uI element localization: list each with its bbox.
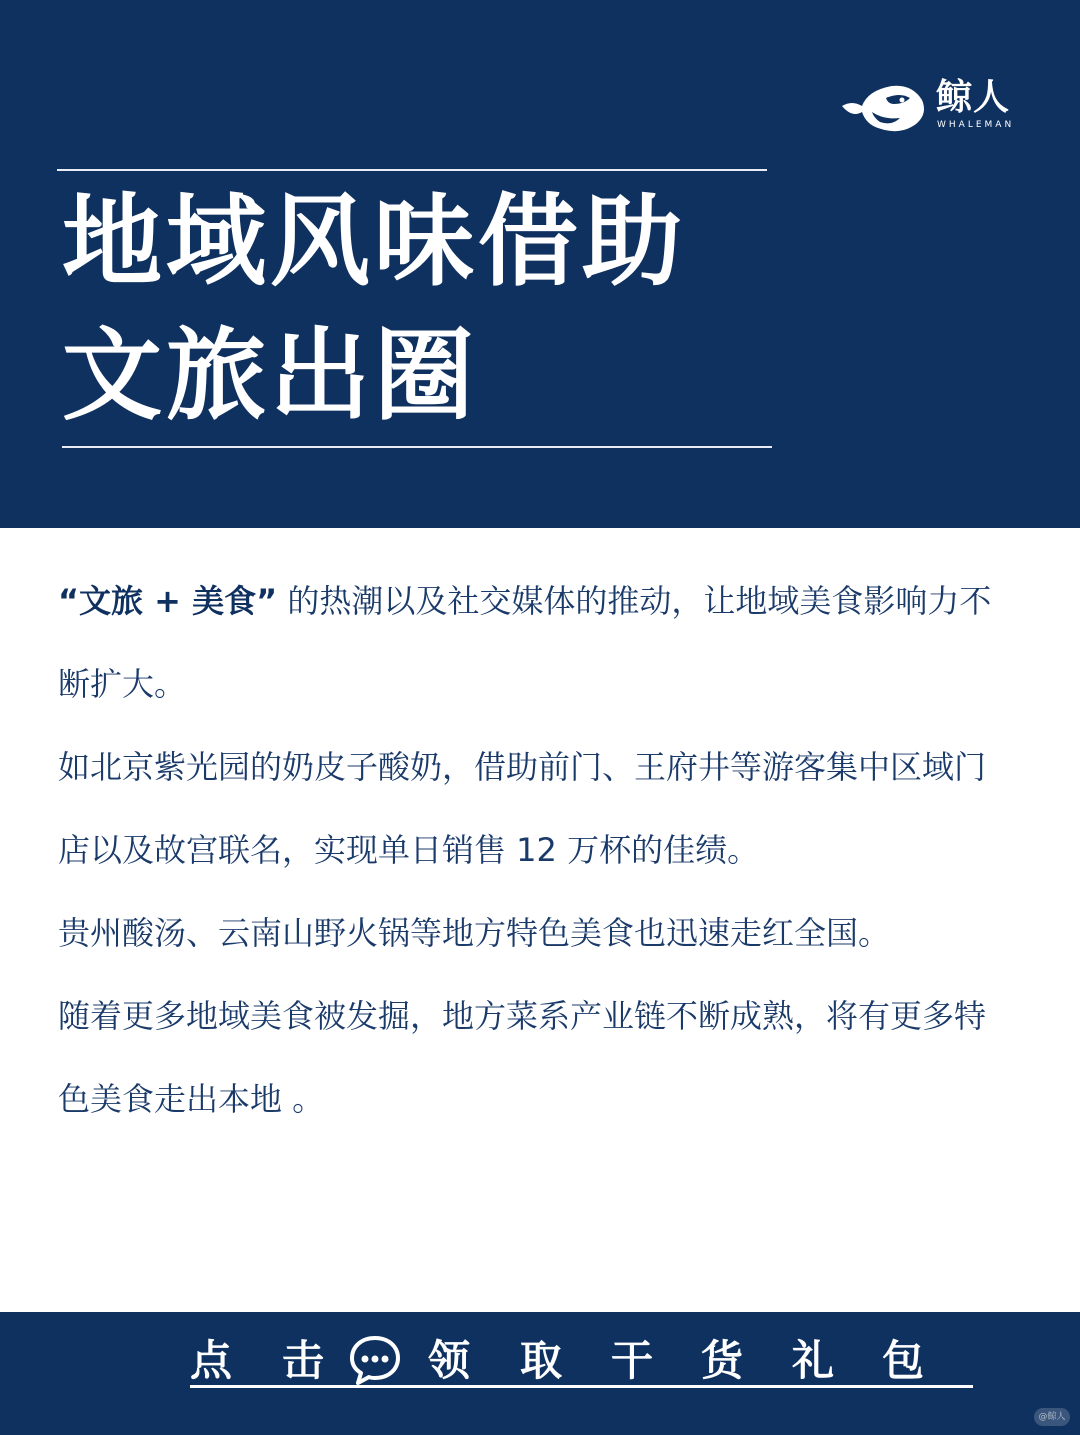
paragraph-3: 贵州酸汤、云南山野火锅等地方特色美食也迅速走红全国。	[58, 914, 891, 952]
footer-banner	[0, 1312, 1080, 1435]
cta-char: 点	[190, 1336, 233, 1385]
header-banner	[0, 0, 1080, 528]
title-line-2: 文旅出圈	[62, 317, 478, 434]
cta-char: 包	[882, 1336, 925, 1385]
title-line-1: 地域风味借助	[62, 183, 686, 300]
article-body	[58, 560, 1008, 1141]
logo-text-en: WHALEMAN	[937, 120, 1015, 130]
whale-icon	[838, 78, 934, 138]
paragraph-1	[58, 560, 1008, 726]
highlight-keyword: “文旅 + 美食”	[58, 582, 278, 620]
cta-char: 干	[611, 1336, 654, 1385]
paragraph-2: 如北京紫光园的奶皮子酸奶，借助前门、王府井等游客集中区域门店以及故宫联名，实现单日销售 12 万杯的佳绩。	[58, 748, 987, 869]
title-bottom-rule	[62, 446, 772, 448]
paragraph-1-text: 的热潮以及社交媒体的推动，让地域美食影响力不断扩大。	[58, 582, 992, 703]
cta-char: 击	[282, 1336, 325, 1385]
paragraph-4: 随着更多地域美食被发掘，地方菜系产业链不断成熟，将有更多特色美食走出本地 。	[58, 997, 987, 1118]
title-top-rule	[57, 169, 767, 171]
cta-char: 货	[701, 1336, 744, 1385]
cta-char: 领	[428, 1336, 471, 1385]
cta-underline	[190, 1385, 973, 1388]
brand-logo	[838, 78, 1018, 138]
cta-char: 取	[520, 1336, 563, 1385]
cta-char: 礼	[792, 1336, 835, 1385]
chat-bubble-icon	[347, 1332, 403, 1388]
logo-text-cn: 鲸人	[936, 77, 1011, 118]
watermark: @鲸人	[1034, 1408, 1070, 1426]
